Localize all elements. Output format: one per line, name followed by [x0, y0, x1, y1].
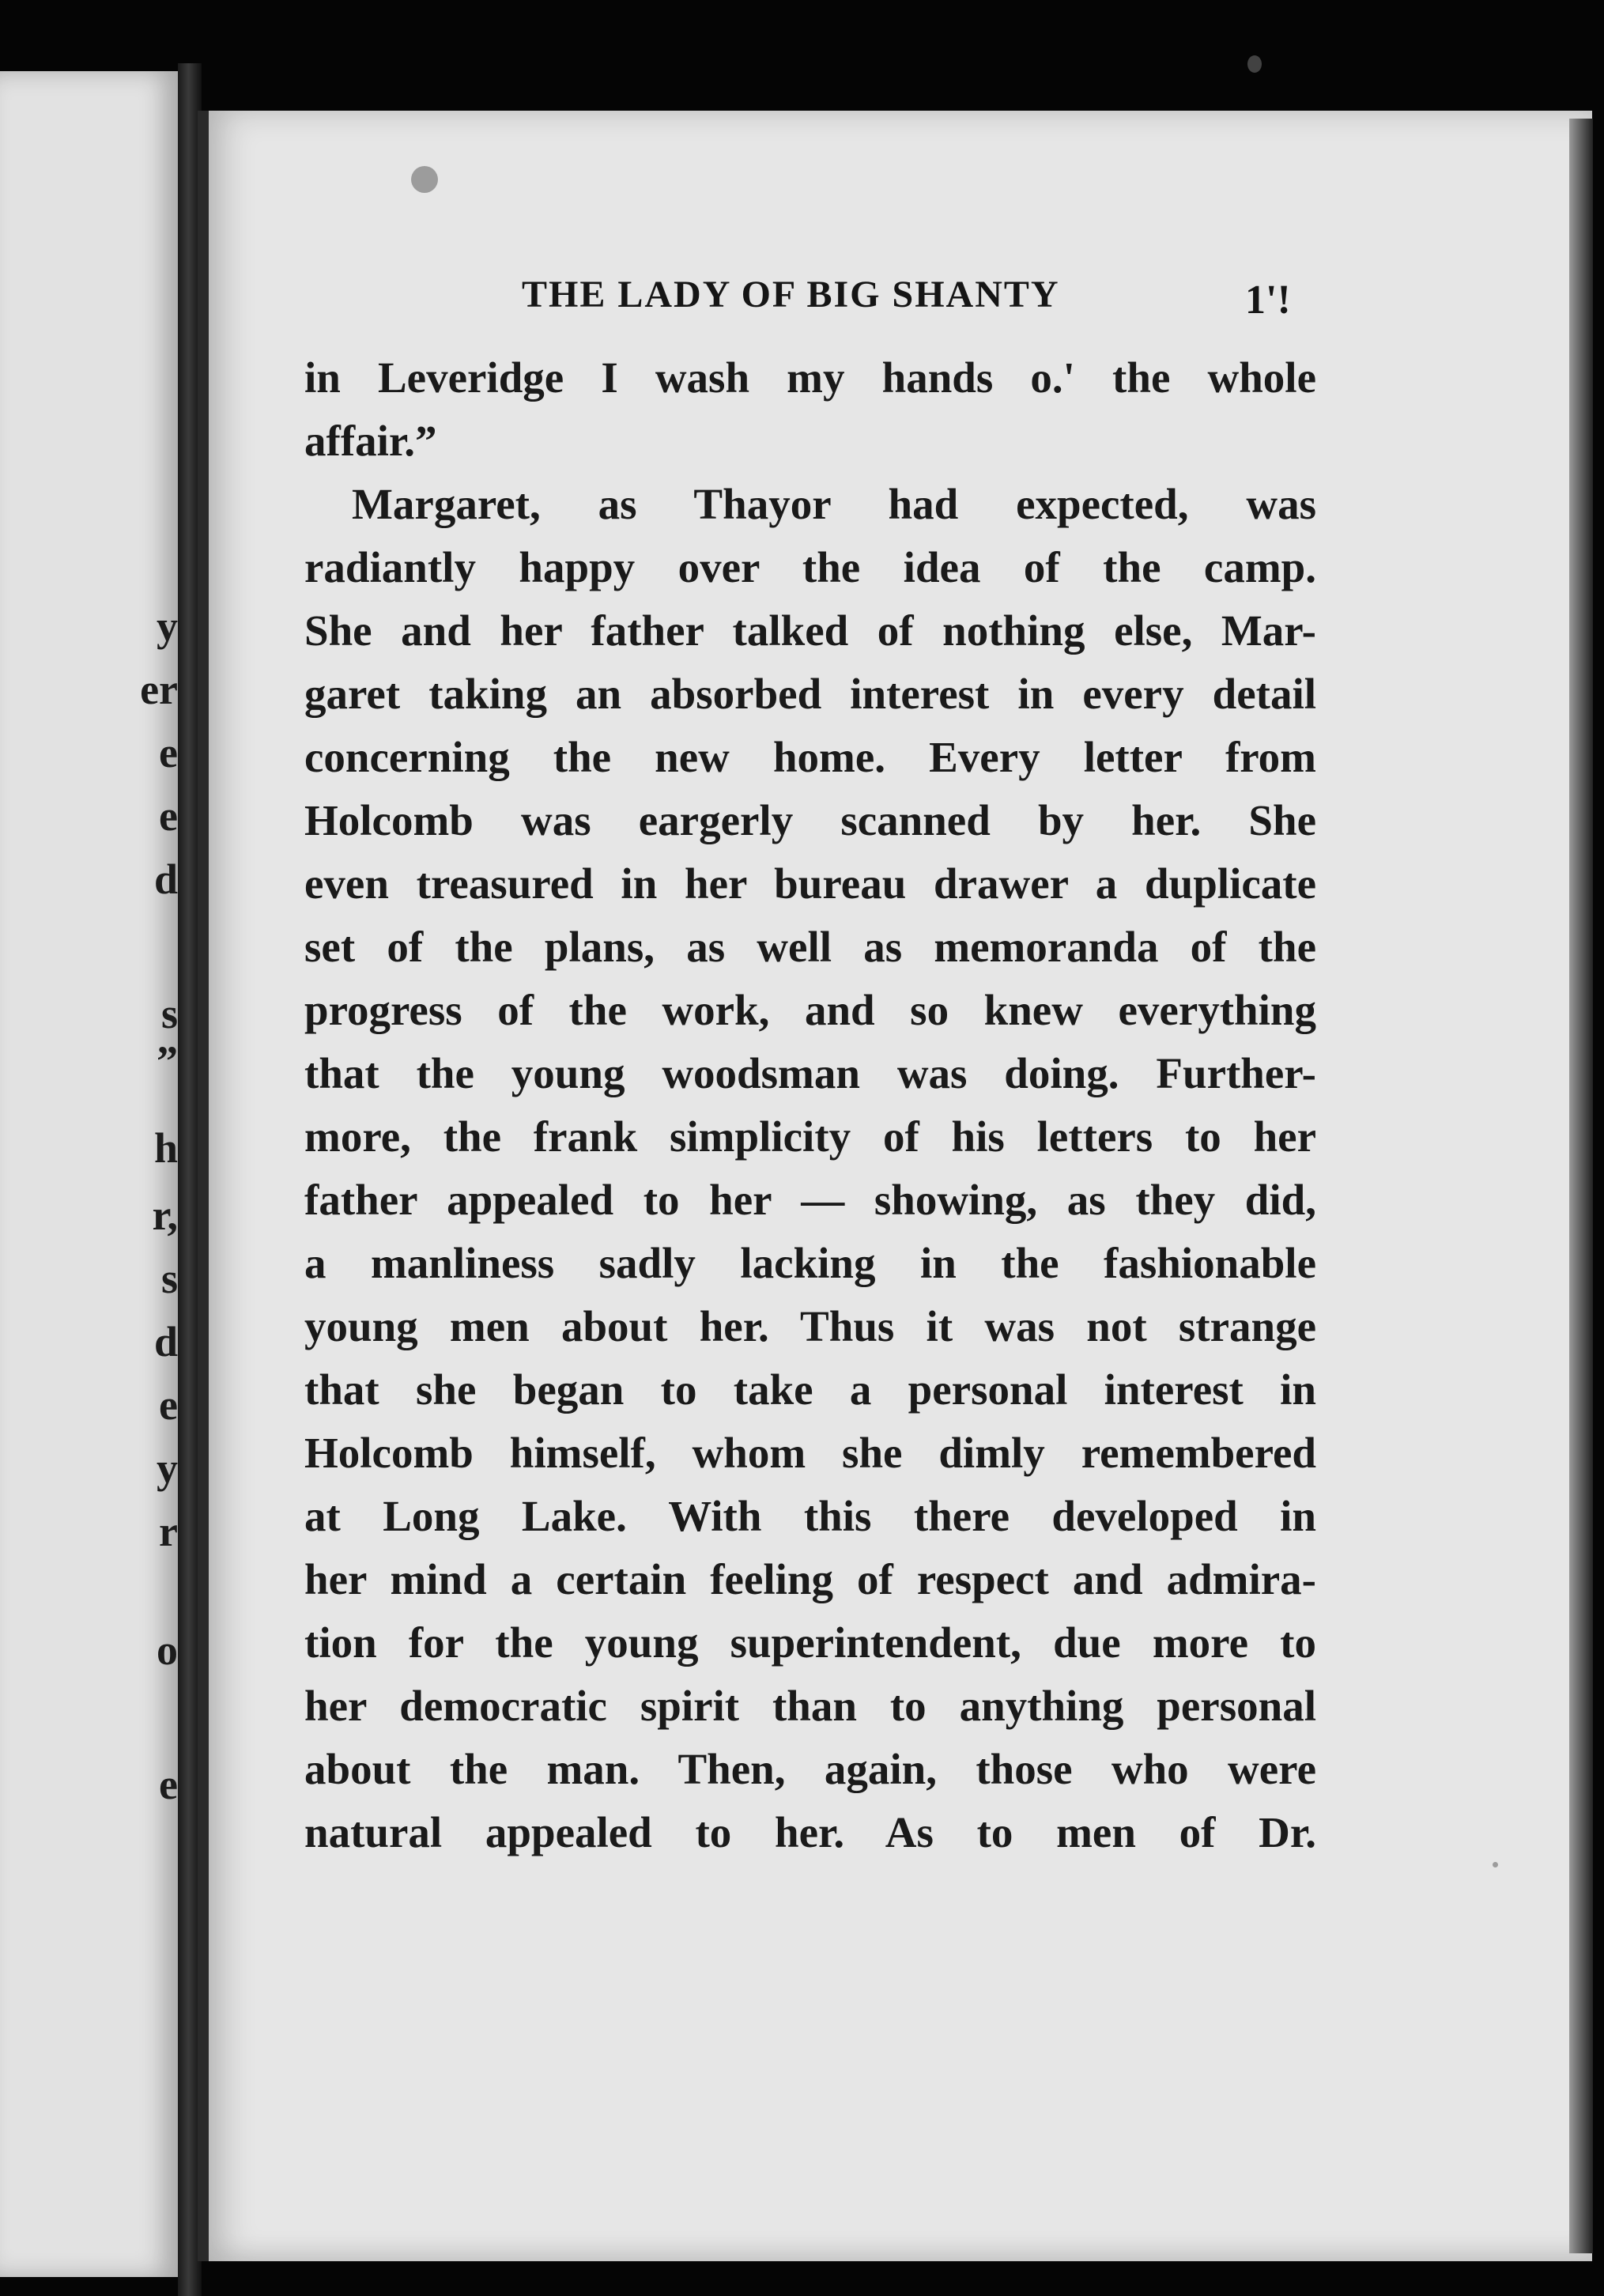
left-page-fragment: y — [157, 1444, 178, 1492]
text-line: tion for the young superintendent, due more to — [304, 1618, 1316, 1667]
left-page-fragment: s — [160, 990, 178, 1037]
text-line: her mind a certain feeling of respect and admira- — [304, 1555, 1316, 1603]
left-page-fragment: ” — [157, 1037, 178, 1085]
text-line: progress of the work, and so knew everything — [304, 986, 1316, 1034]
text-line: in Leveridge I wash my hands o.' the whole — [304, 353, 1316, 402]
text-line: She and her father talked of nothing else, Mar- — [304, 606, 1316, 655]
left-page-fragment: e — [159, 1381, 178, 1429]
scan-speck — [411, 166, 438, 193]
text-line: natural appealed to her. As to men of Dr. — [304, 1808, 1316, 1856]
text-line: garet taking an absorbed interest in every detail — [304, 670, 1316, 718]
text-line: about the man. Then, again, those who were — [304, 1745, 1316, 1793]
text-line: her democratic spirit than to anything personal — [304, 1682, 1316, 1730]
left-page-fragment: h — [153, 1124, 178, 1172]
text-line: set of the plans, as well as memoranda of the — [304, 923, 1316, 971]
text-line: more, the frank simplicity of his letters to her — [304, 1112, 1316, 1161]
left-page-fragment: r, — [152, 1191, 178, 1239]
left-page-fragment: y — [157, 602, 178, 650]
scan-speck — [1493, 1862, 1498, 1867]
left-page-fragment: e — [159, 729, 178, 776]
text-line: Holcomb himself, whom she dimly remembered — [304, 1429, 1316, 1477]
text-line: a manliness sadly lacking in the fashionable — [304, 1239, 1316, 1287]
text-line: Margaret, as Thayor had expected, was — [352, 480, 1316, 528]
text-line: even treasured in her bureau drawer a duplicate — [304, 859, 1316, 908]
text-line: concerning the new home. Every letter from — [304, 733, 1316, 781]
left-page-fragment: r — [159, 1508, 178, 1555]
running-head: THE LADY OF BIG SHANTY — [522, 274, 1060, 315]
page-number: 1'! — [1245, 278, 1291, 323]
text-line: at Long Lake. With this there developed in — [304, 1492, 1316, 1540]
left-page-fragment: e — [159, 1761, 178, 1808]
left-page-fragment: d — [153, 1318, 178, 1365]
body-text — [304, 346, 1316, 1864]
text-line: that she began to take a personal interest in — [304, 1365, 1316, 1414]
text-line: young men about her. Thus it was not strange — [304, 1302, 1316, 1350]
page-edge-shadow — [1569, 119, 1593, 2253]
text-line: Holcomb was eargerly scanned by her. She — [304, 796, 1316, 844]
text-line: affair.” — [304, 417, 437, 465]
left-facing-page — [0, 71, 178, 2277]
left-page-fragment: e — [159, 792, 178, 840]
left-page-fragment: s — [160, 1255, 178, 1302]
text-line: father appealed to her — showing, as they did, — [304, 1176, 1316, 1224]
left-page-fragment: er — [140, 666, 178, 713]
left-page-fragment: o — [157, 1626, 178, 1674]
text-line: that the young woodsman was doing. Further- — [304, 1049, 1316, 1097]
scan-speck — [1247, 55, 1262, 73]
text-line: radiantly happy over the idea of the camp. — [304, 543, 1316, 591]
left-page-fragment: d — [153, 855, 178, 903]
